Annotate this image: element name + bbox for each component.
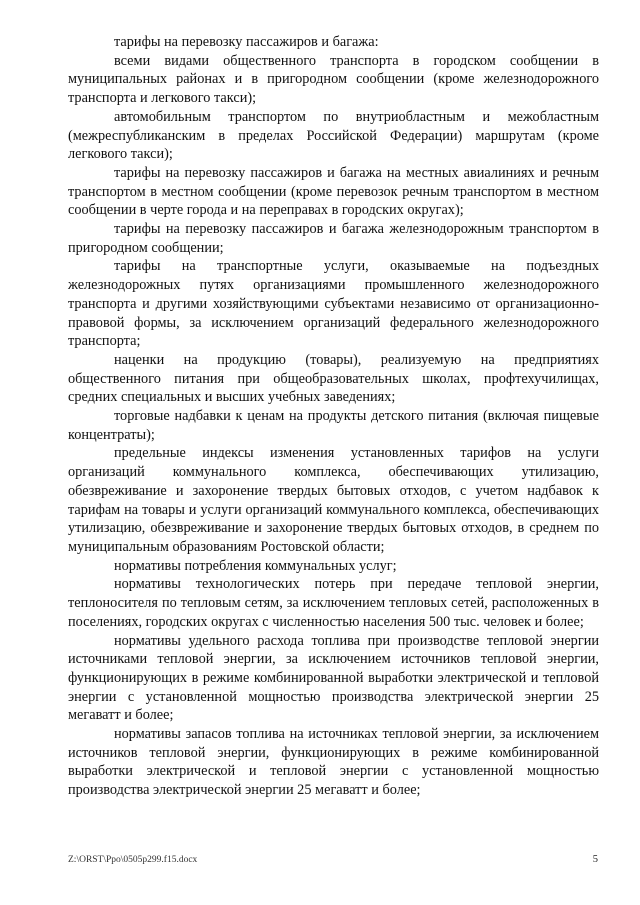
paragraph-catering-markups: наценки на продукцию (товары), реализуемую на предприятиях общественного питания при общеобразовательных школах, профтехучилищах, средних специальных и высших учебных заведениях; [68, 351, 599, 406]
paragraph-baby-food-markups: торговые надбавки к ценам на продукты детского питания (включая пищевые концентраты); [68, 408, 599, 443]
paragraph-utility-consumption-norms: нормативы потребления коммунальных услуг; [114, 557, 397, 574]
footer-file-path: Z:\ORST\Ppo\0505p299.f15.docx [68, 855, 198, 865]
paragraph-fuel-consumption-norms: нормативы удельного расхода топлива при производстве тепловой энергии источниками тепловой энергии, за исключением источников тепловой энергии, функционирующих в режиме комбинированной выработки электрической и тепловой энергии с установленной мощностью производства электрической энергии 25 мегаватт и более; [68, 632, 599, 724]
paragraph-fuel-reserve-norms: нормативы запасов топлива на источниках тепловой энергии, за исключением источников тепловой энергии, функционирующих в режиме комбинированной выработки электрической и тепловой энергии с установленной мощностью производства электрической энергии 25 мегаватт и более; [68, 726, 599, 799]
paragraph-public-transport: всеми видами общественного транспорта в городском сообщении в муниципальных районах и в пригородном сообщении (кроме железнодорожного транспорта и легкового такси); [68, 52, 599, 107]
paragraph-air-river-transport: тарифы на перевозку пассажиров и багажа на местных авиалиниях и речным транспортом в местном сообщении (кроме перевозок речным транспортом в местном сообщении в черте города и на переправах в городских округах); [68, 164, 599, 219]
paragraph-heat-loss-norms: нормативы технологических потерь при передаче тепловой энергии, теплоносителя по тепловым сетям, за исключением тепловых сетей, расположенных в поселениях, городских округах с численностью населения 500 тыс. человек и более; [68, 576, 599, 630]
paragraph-waste-tariff-indices: предельные индексы изменения установленных тарифов на услуги организаций коммунального комплекса, обеспечивающих утилизацию, обезвреживание и захоронение твердых бытовых отходов, с учетом надбавок к тарифам на товары и услуги организаций коммунального комплекса, обеспечивающих утилизацию, обезвреживание и захоронение твердых бытовых отходов, в среднем по муниципальным образованиям Ростовской области; [68, 445, 599, 555]
paragraph-road-transport: автомобильным транспортом по внутриобластным и межобластным (межреспубликанским в пределах Российской Федерации) маршрутам (кроме легкового такси); [68, 108, 599, 163]
paragraph-tariffs-passengers-heading: тарифы на перевозку пассажиров и багажа: [114, 34, 379, 50]
paragraph-access-railway: тарифы на транспортные услуги, оказываемые на подъездных железнодорожных путях организациями промышленного железнодорожного транспорта и другими хозяйствующими субъектами независимо от организационно-правовой формы, за исключением организаций федерального железнодорожного транспорта; [68, 258, 599, 350]
document-body [68, 33, 599, 800]
paragraph-suburban-rail: тарифы на перевозку пассажиров и багажа железнодорожным транспортом в пригородном сообщении; [68, 221, 599, 256]
footer-page-number: 5 [592, 854, 598, 865]
